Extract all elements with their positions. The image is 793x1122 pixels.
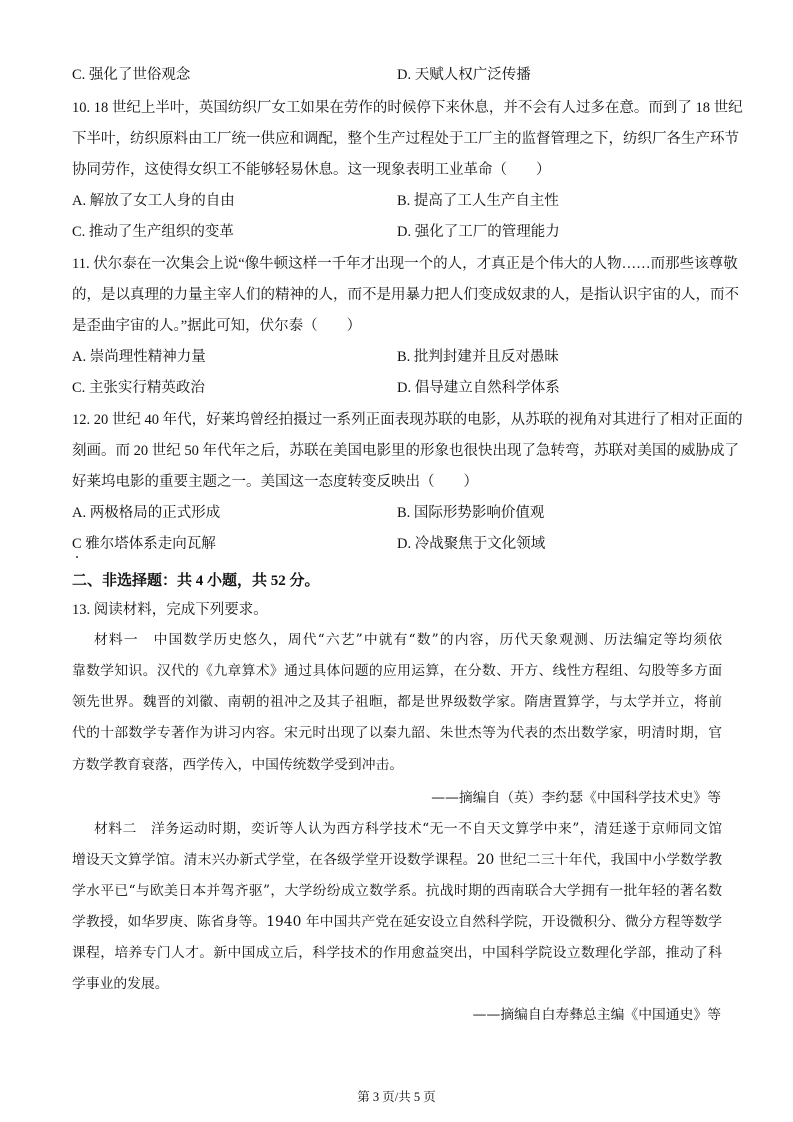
material-2-line: 课程，培养专门人才。新中国成立后，科学技术的作用愈益突出，中国科学院设立数理化学部，推动了科	[72, 945, 722, 961]
material-1-line: 材料一 中国数学历史悠久，周代“六艺”中就有“数”的内容，历代天象观测、历法编定等均须依	[94, 632, 722, 648]
material-1-line: 靠数学知识。汉代的《九章算术》通过具体问题的应用运算，在分数、开方、线性方程组、勾股等多方面	[72, 663, 722, 679]
q12-option-c: C 雅尔塔体系走向瓦解	[72, 536, 216, 552]
q11-text-line: 是歪曲宇宙的人。”据此可知，伏尔泰（ ）	[72, 318, 362, 334]
material-2-line: 学水平已“与欧美日本并驾齐驱”，大学纷纷成立数学系。抗战时期的西南联合大学拥有一批年轻的著名数	[72, 883, 722, 899]
stray-dot	[76, 556, 78, 558]
q12-text-line: 12. 20 世纪 40 年代，好莱坞曾经拍摄过一系列正面表现苏联的电影，从苏联的视角对其进行了相对正面的	[72, 412, 743, 428]
q10-text-line: 下半叶，纺织原料由工厂统一供应和调配，整个生产过程处于工厂主的监督管理之下，纺织厂各生产环节	[72, 131, 739, 147]
material-1-source: ——摘编自（英）李约瑟《中国科学技术史》等	[431, 790, 721, 806]
material-2-source: ——摘编自白寿彝总主编《中国通史》等	[472, 1007, 721, 1023]
q10-text-line: 协同劳作，这使得女织工不能够轻易休息。这一现象表明工业革命（ ）	[72, 162, 551, 178]
q12-text-line: 好莱坞电影的重要主题之一。美国这一态度转变反映出（ ）	[72, 474, 478, 490]
q11-option-c: C. 主张实行精英政治	[72, 380, 205, 396]
q10-option-b: B. 提高了工人生产自主性	[397, 193, 559, 209]
material-1-line: 领先世界。魏晋的刘徽、南朝的祖冲之及其子祖暅，都是世界级数学家。隋唐置算学，与太学并立，将前	[72, 694, 722, 710]
q11-text-line: 的，是以真理的力量主宰人们的精神的人，而不是用暴力把人们变成奴隶的人，是指认识宇宙的人，而不	[72, 287, 739, 303]
material-1-line: 方数学教育衰落，西学传入，中国传统数学受到冲击。	[72, 757, 404, 773]
material-2-line: 增设天文算学馆。清末兴办新式学堂，在各级学堂开设数学课程。20 世纪二三十年代，我国中小学数学教	[72, 852, 722, 868]
q11-text-line: 11. 伏尔泰在一次集会上说“像牛顿这样一千年才出现一个的人，才真正是个伟大的人物……而那些该尊敬	[72, 256, 738, 272]
q9-option-d: D. 天赋人权广泛传播	[397, 67, 531, 83]
material-2-line: 材料二 洋务运动时期，奕䜣等人认为西方科学技术“无一不自天文算学中来”，清廷遂于京师同文馆	[94, 821, 722, 837]
q10-text-line: 10. 18 世纪上半叶，英国纺织厂女工如果在劳作的时候停下来休息，并不会有人过多在意。而到了 18 世纪	[72, 100, 743, 116]
q11-option-d: D. 倡导建立自然科学体系	[397, 380, 560, 396]
q12-option-b: B. 国际形势影响价值观	[397, 505, 545, 521]
q10-option-a: A. 解放了女工人身的自由	[72, 193, 235, 209]
q11-option-b: B. 批判封建并且反对愚昧	[397, 349, 559, 365]
q11-option-a: A. 崇尚理性精神力量	[72, 349, 206, 365]
page-footer: 第 3 页/共 5 页	[357, 1090, 436, 1104]
q12-text-line: 刻画。而 20 世纪 50 年代年之后，苏联在美国电影里的形象也很快出现了急转弯，苏联对美国的威胁成了	[72, 443, 739, 459]
q12-option-a: A. 两极格局的正式形成	[72, 505, 221, 521]
q10-option-d: D. 强化了工厂的管理能力	[397, 224, 560, 240]
material-1-line: 代的十部数学专著作为讲习内容。宋元时出现了以秦九韶、朱世杰等为代表的杰出数学家，明清时期，官	[72, 725, 722, 741]
q9-option-c: C. 强化了世俗观念	[72, 67, 191, 83]
q10-option-c: C. 推动了生产组织的变革	[72, 224, 234, 240]
material-2-line: 学教授，如华罗庚、陈省身等。1940 年中国共产党在延安设立自然科学院，开设微积分、微分方程等数学	[72, 914, 722, 930]
material-2-line: 学事业的发展。	[72, 976, 169, 992]
section-heading: 二、非选择题：共 4 小题，共 52 分。	[72, 573, 320, 589]
q13-intro: 13. 阅读材料，完成下列要求。	[72, 602, 268, 618]
q12-option-d: D. 冷战聚焦于文化领域	[397, 536, 546, 552]
